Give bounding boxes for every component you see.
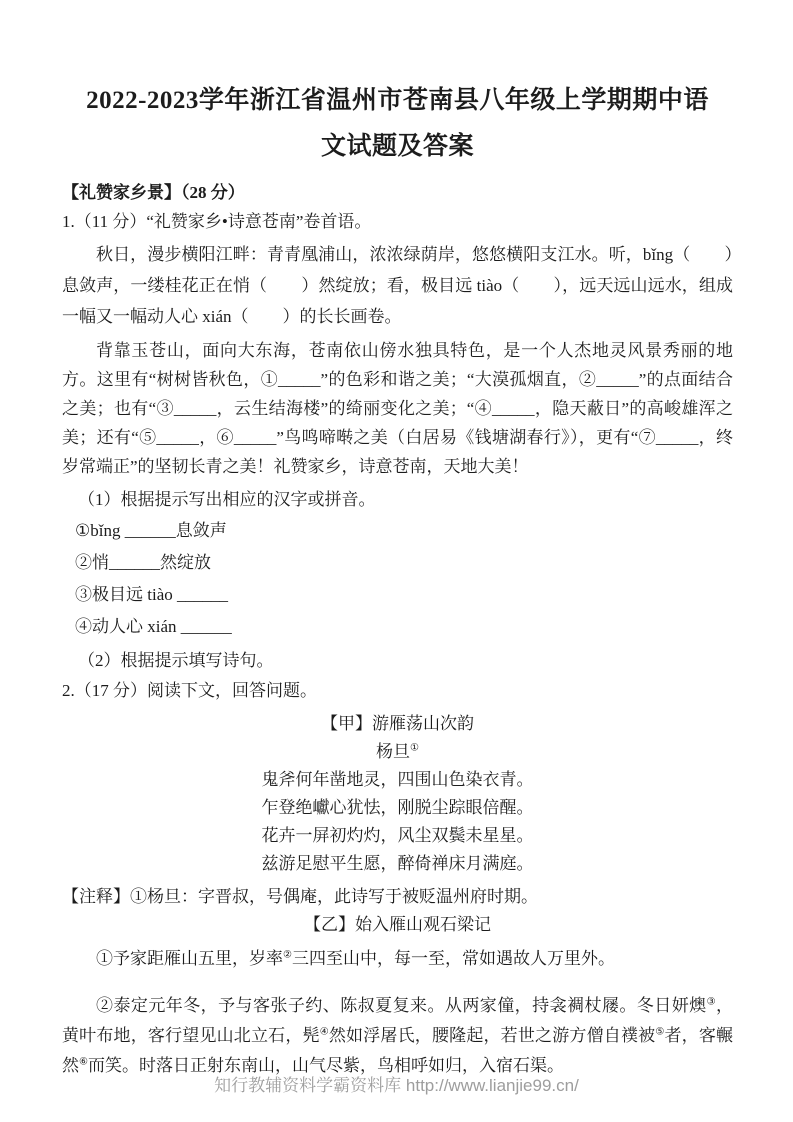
footer-watermark: 知行教辅资料学霸资料库 http://www.lianjie99.cn/ — [214, 1076, 579, 1095]
poem-line-1: 鬼斧何年凿地灵，四围山色染衣青。 — [261, 770, 534, 789]
poem-line-2: 乍登绝巘心犹怯，刚脱尘踪眼倍醒。 — [261, 798, 534, 817]
question-2-stem: 2.（17 分）阅读下文，回答问题。 — [62, 681, 317, 700]
pinyin-item-3: ③极目远 tiào ______ — [75, 585, 228, 604]
question-1-intro-paragraph-2: 背靠玉苍山，面向大东海，苍南依山傍水独具特色，是一个人杰地灵风景秀丽的地方。这里有“树树皆秋色，①_____”的色彩和谐之美；“大漠孤烟直，②_____”的点面结合之美；也有“③_____，云生结海楼”的绮丽变化之美；“④_____，隐天蔽日”的高峻雄浑之美；还有“⑤_____，⑥_____”鸟鸣啼啭之美（白居易《钱塘湖春行》），更有“⑦_____，终岁常端正”的坚韧长青之美！礼赞家乡，诗意苍南，天地大美！ — [62, 341, 733, 476]
section-heading: 【礼赞家乡景】（28 分） — [62, 183, 245, 202]
yi-paragraph-2: ②泰定元年冬，予与客张子约、陈叔夏复来。从两家僮，持衾裯杖屦。冬日妍燠③，黄叶布地，客行望见山北立石，髡④然如浮屠氏，腰隆起，若世之游方僧自襆被⑤者，客冁然⑥而笑。时落日正射东南山，山气尽紫，鸟相呼如归，入宿石渠。 — [62, 996, 734, 1075]
question-1-stem: 1.（11 分）“礼赞家乡•诗意苍南”卷首语。 — [62, 212, 372, 231]
pinyin-item-4: ④动人心 xián ______ — [75, 617, 232, 636]
subquestion-1-label: （1）根据提示写出相应的汉字或拼音。 — [78, 490, 376, 509]
question-1-intro-paragraph-1: 秋日，漫步横阳江畔：青青凰浦山，浓浓绿荫岸，悠悠横阳支江水。听，bǐng（ ）息敛声，一缕桂花正在悄（ ）然绽放；看，极目远 tiào（ ），远天远山远水，组成一幅又一幅动人心 xián（ ）的长长画卷。 — [62, 245, 733, 326]
poem-author: 杨旦① — [376, 742, 419, 761]
poem-line-4: 兹游足慰平生愿，醉倚禅床月满庭。 — [261, 854, 534, 873]
text-jia-title: 【甲】游雁荡山次韵 — [321, 714, 474, 733]
poem-note: 【注释】①杨旦：字晋叔，号偶庵，此诗写于被贬温州府时期。 — [62, 887, 538, 906]
subquestion-2-label: （2）根据提示填写诗句。 — [78, 651, 274, 670]
pinyin-item-2: ②悄______然绽放 — [75, 553, 211, 572]
text-yi-title: 【乙】始入雁山观石梁记 — [304, 915, 491, 934]
poem-line-3: 花卉一屏初灼灼，风尘双鬓未星星。 — [261, 826, 534, 845]
pinyin-item-1: ①bǐng ______息敛声 — [75, 521, 227, 540]
yi-paragraph-1: ①予家距雁山五里，岁率②三四至山中，每一至，常如遇故人万里外。 — [96, 949, 615, 968]
exam-title: 2022-2023学年浙江省温州市苍南县八年级上学期期中语文试题及答案 — [86, 87, 709, 160]
